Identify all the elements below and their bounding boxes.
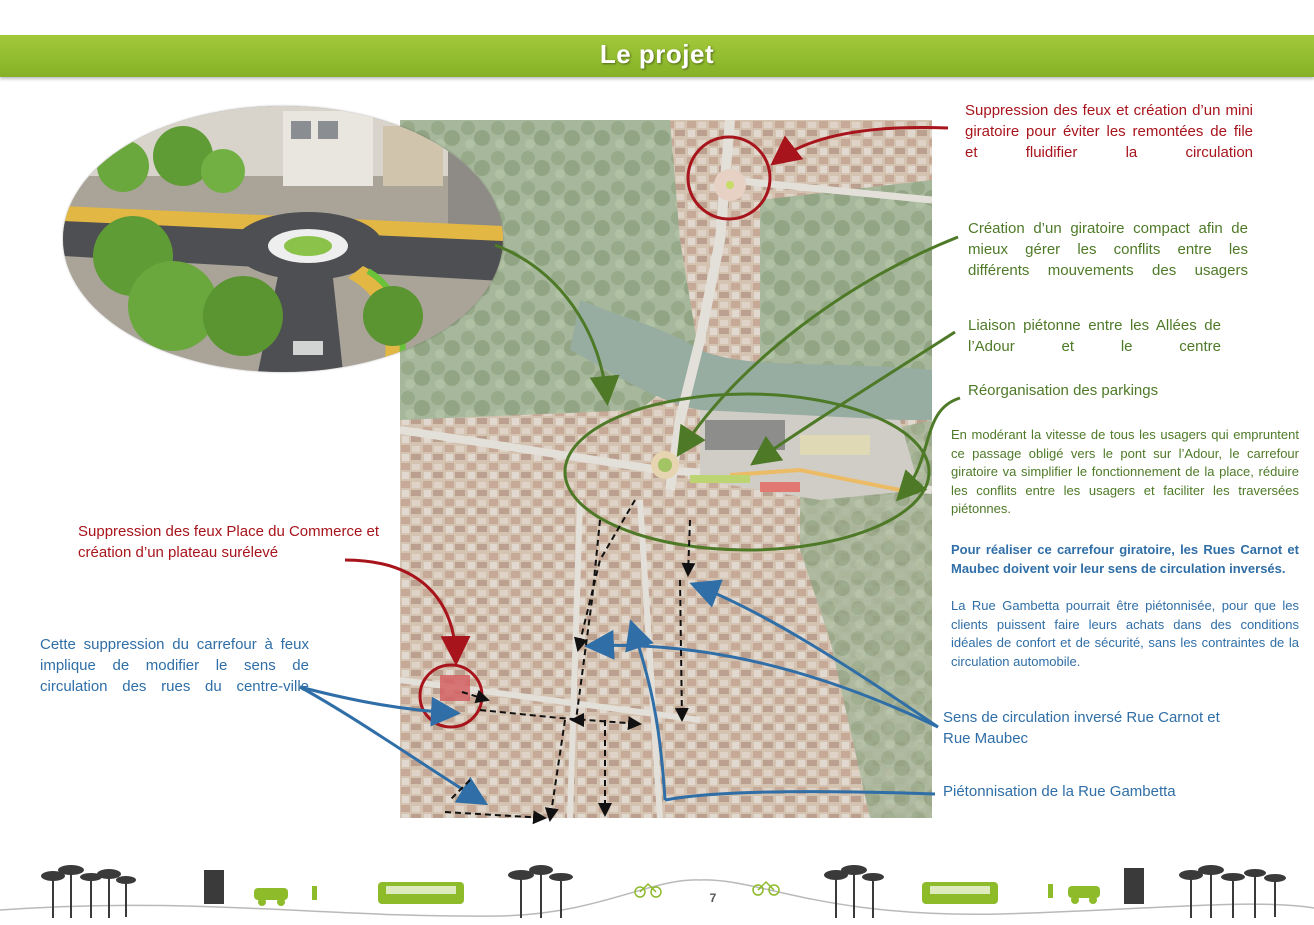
page-title: Le projet [599, 39, 715, 69]
traffic-light-icon [312, 886, 317, 900]
note-parkings: Réorganisation des parkings [968, 382, 1159, 399]
building-icon-2 [1124, 868, 1144, 904]
note-pietonnisation: Piétonnisation de la Rue Gambetta [943, 783, 1176, 800]
tree-cluster-icon [41, 865, 136, 918]
footer-illustration [0, 848, 1314, 925]
bus-icon-2 [922, 882, 998, 904]
car-icon-2 [1068, 886, 1100, 904]
building-icon [204, 870, 224, 904]
roundabout-3d-render [63, 106, 503, 372]
note-mini-giratoire: Suppression des feux et création d’un mini giratoire pour éviter les remontées de file et fluidifier la circulation [965, 102, 1253, 161]
tree-cluster-icon-4 [1179, 865, 1286, 918]
note-suppression-carrefour: Cette suppression du carrefour à feux implique de modifier le sens de circulation des rues du centre-ville [40, 636, 309, 695]
traffic-light-icon-2 [1048, 884, 1053, 898]
note-place-commerce: Suppression des feux Place du Commerce et création d’un plateau surélevé [78, 523, 379, 561]
car-icon [254, 888, 288, 906]
title-bar [0, 35, 1314, 77]
paragraph-moderant: En modérant la vitesse de tous les usagers qui empruntent ce passage obligé vers le pont sur l’Adour, le carrefour giratoire va simplifier le fonctionnement de la place, réduire les conflits entre les usagers et faciliter les traversées piétonnes. [951, 427, 1299, 516]
note-sens-inverse: Sens de circulation inversé Rue Carnot et Rue Maubec [943, 709, 1220, 747]
paragraph-realiser: Pour réaliser ce carrefour giratoire, les Rues Carnot et Maubec doivent voir leur sens de circulation inversés. [951, 542, 1299, 576]
page-number: 7 [709, 891, 717, 905]
roundabout-render-image [63, 106, 503, 372]
tree-cluster-icon-3 [824, 865, 884, 918]
paragraph-gambetta: La Rue Gambetta pourrait être piétonnisée, pour que les clients puissent faire leurs achats dans des conditions idéales de confort et de sécurité, sans les contraintes de la circulation automobile. [951, 598, 1299, 669]
note-giratoire-compact: Création d’un giratoire compact afin de mieux gérer les conflits entre les différents mouvements des usagers [968, 220, 1248, 279]
note-liaison-pietonne: Liaison piétonne entre les Allées de l’Adour et le centre [968, 317, 1221, 355]
bus-icon [378, 882, 464, 904]
